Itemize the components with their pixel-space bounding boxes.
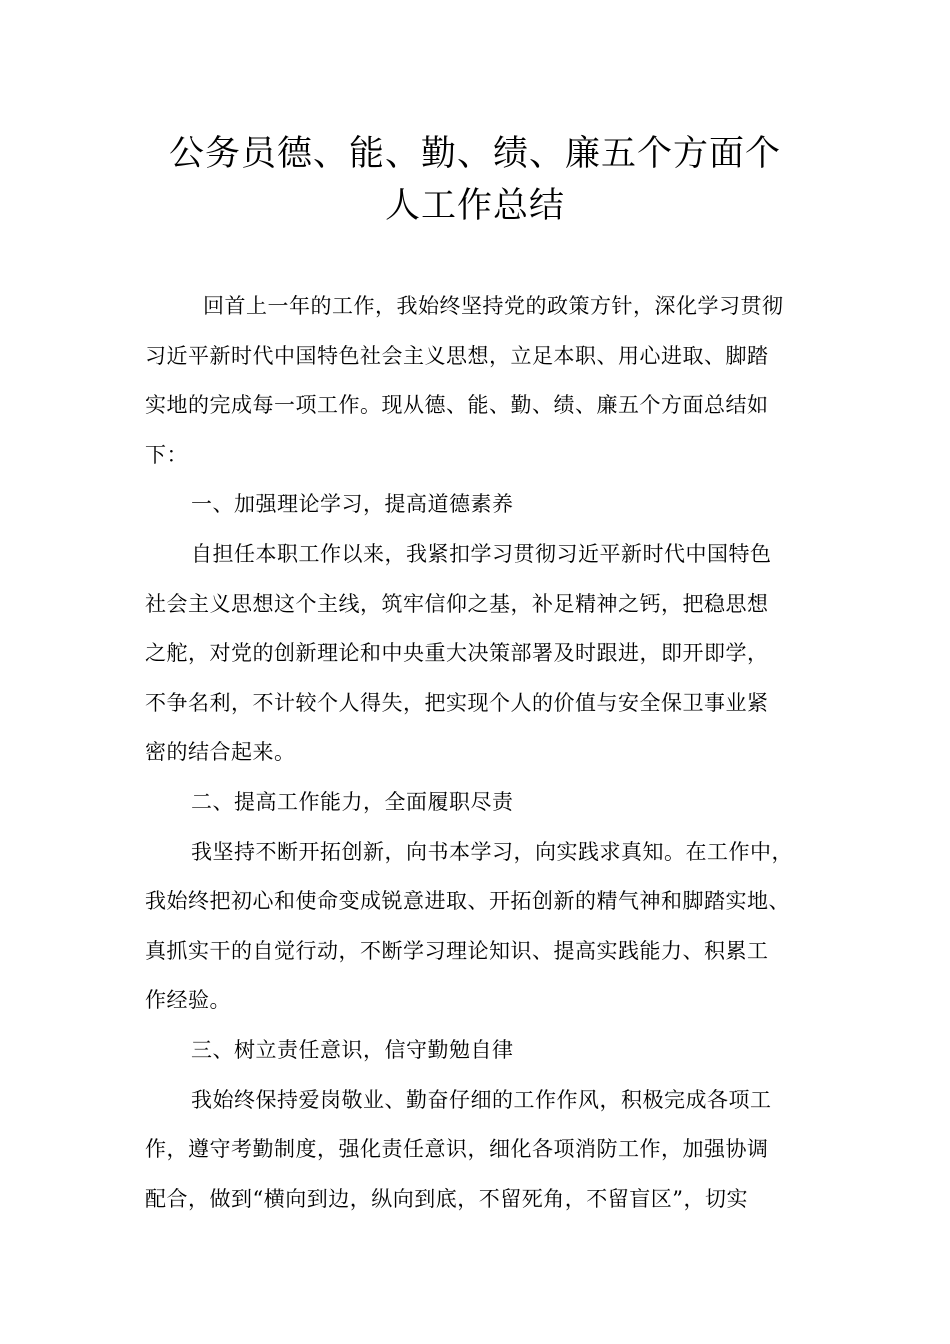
paragraph-line: 作，遵守考勤制度，强化责任意识，细化各项消防工作，加强协调 xyxy=(145,1137,769,1162)
paragraph-line: 社会主义思想这个主线，筑牢信仰之基，补足精神之钙，把稳思想 xyxy=(145,591,769,616)
document-title xyxy=(120,128,830,232)
paragraph-line: 我始终把初心和使命变成锐意进取、开拓创新的精气神和脚踏实地、 xyxy=(145,889,790,914)
paragraph-line: 自担任本职工作以来，我紧扣学习贯彻习近平新时代中国特色 xyxy=(191,541,772,566)
document-body xyxy=(145,282,820,1224)
paragraph-line: 之舵，对党的创新理论和中央重大决策部署及时跟进，即开即学， xyxy=(145,641,769,666)
section-heading: 二、提高工作能力，全面履职尽责 xyxy=(191,789,514,814)
paragraph-line: 真抓实干的自觉行动，不断学习理论知识、提高实践能力、积累工 xyxy=(145,938,769,963)
paragraph-line: 下： xyxy=(145,442,188,467)
paragraph-line: 作经验。 xyxy=(145,988,231,1013)
paragraph-line: 习近平新时代中国特色社会主义思想，立足本职、用心进取、脚踏 xyxy=(145,343,769,368)
paragraph-line: 回首上一年的工作，我始终坚持党的政策方针，深化学习贯彻 xyxy=(203,294,784,318)
paragraph-line: 密的结合起来。 xyxy=(145,740,296,765)
paragraph-line: 我坚持不断开拓创新，向书本学习，向实践求真知。在工作中， xyxy=(191,839,793,864)
paragraph-line: 实地的完成每一项工作。现从德、能、勤、绩、廉五个方面总结如 xyxy=(145,393,769,418)
section-heading: 三、树立责任意识，信守勤勉自律 xyxy=(191,1037,514,1062)
paragraph-line: 配合，做到“横向到边，纵向到底，不留死角，不留盲区”，切实 xyxy=(145,1186,748,1211)
paragraph-line: 我始终保持爱岗敬业、勤奋仔细的工作作风，积极完成各项工 xyxy=(191,1087,772,1112)
title-line-2: 人工作总结 xyxy=(384,186,565,226)
section-heading: 一、加强理论学习，提高道德素养 xyxy=(191,492,514,517)
paragraph-line: 不争名利，不计较个人得失，把实现个人的价值与安全保卫事业紧 xyxy=(145,690,769,715)
title-line-1: 公务员德、能、勤、绩、廉五个方面个 xyxy=(168,134,781,174)
